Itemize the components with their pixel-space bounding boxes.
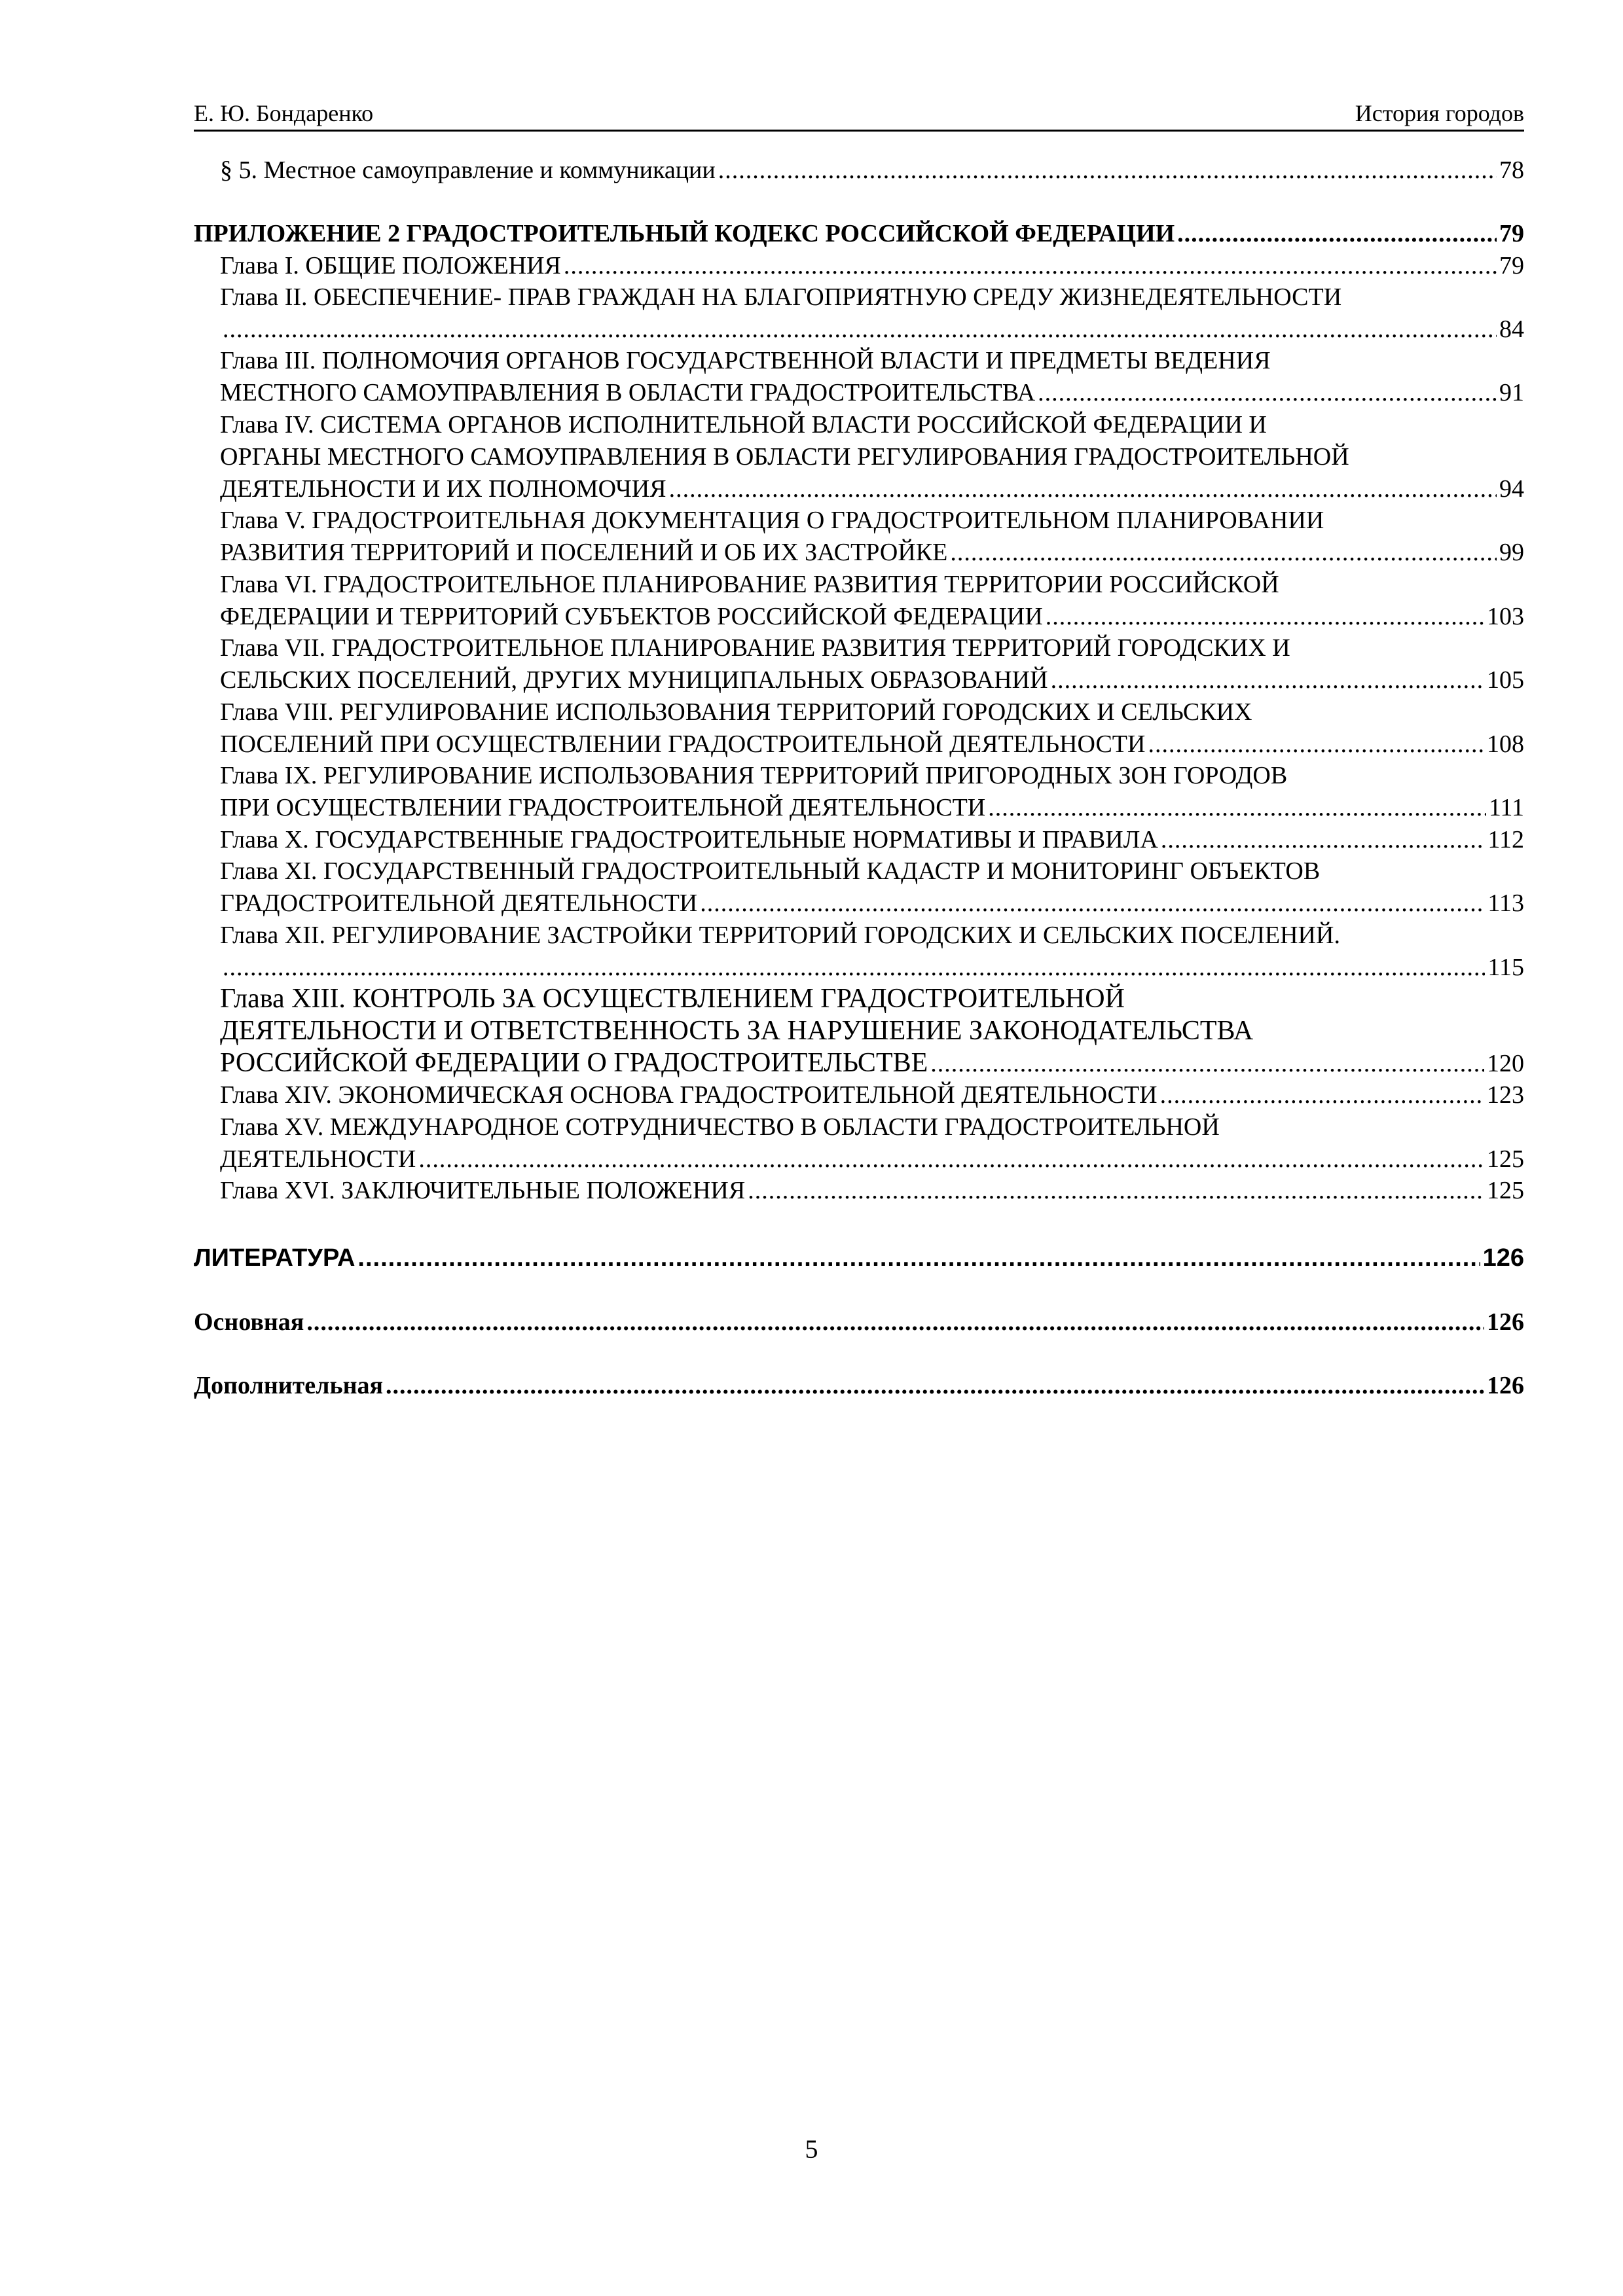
toc-entry-chapter-10[interactable]: Глава X. ГОСУДАРСТВЕННЫЕ ГРАДОСТРОИТЕЛЬНЫЕ НОРМАТИВЫ И ПРАВИЛА ..... 112 — [220, 824, 1524, 856]
toc-page: 126 — [1487, 1372, 1524, 1399]
toc-page: 108 — [1487, 730, 1524, 758]
toc-entry-chapter-11[interactable]: Глава XI. ГОСУДАРСТВЕННЫЙ ГРАДОСТРОИТЕЛЬНЫЙ КАДАСТР И МОНИТОРИНГ ОБЪЕКТОВ ГРАДОСТРОИТЕЛЬНОЙ ДЕЯТЕЛЬНОСТИ ..... 113 — [220, 855, 1524, 920]
toc-page: 91 — [1499, 379, 1524, 406]
toc-entry-chapter-9[interactable]: Глава IX. РЕГУЛИРОВАНИЕ ИСПОЛЬЗОВАНИЯ ТЕРРИТОРИЙ ПРИГОРОДНЫХ ЗОН ГОРОДОВ ПРИ ОСУЩЕСТВЛЕНИИ ГРАДОСТРОИТЕЛЬНОЙ ДЕЯТЕЛЬНОСТИ ..... 111 — [220, 760, 1524, 824]
toc-entry-section-5[interactable]: § 5. Местное самоуправление и коммуникации ..... 78 — [220, 154, 1524, 187]
toc-entry-chapter-1[interactable]: Глава I. ОБЩИЕ ПОЛОЖЕНИЯ ..... 79 — [220, 250, 1524, 282]
toc-entry-chapter-7[interactable]: Глава VII. ГРАДОСТРОИТЕЛЬНОЕ ПЛАНИРОВАНИЕ РАЗВИТИЯ ТЕРРИТОРИЙ ГОРОДСКИХ И СЕЛЬСКИХ ПОСЕЛЕНИЙ, ДРУГИХ МУНИЦИПАЛЬНЫХ ОБРАЗОВАНИЙ ..... 105 — [220, 632, 1524, 696]
toc-page: 120 — [1487, 1050, 1524, 1077]
toc-entry-chapter-15[interactable]: Глава XV. МЕЖДУНАРОДНОЕ СОТРУДНИЧЕСТВО В ОБЛАСТИ ГРАДОСТРОИТЕЛЬНОЙ ДЕЯТЕЛЬНОСТИ ..... 125 — [220, 1111, 1524, 1175]
toc-page: 115 — [1487, 954, 1524, 981]
toc-page: 94 — [1499, 475, 1524, 503]
toc-page: 125 — [1487, 1145, 1524, 1173]
toc-page: 126 — [1487, 1308, 1524, 1336]
toc-page: 125 — [1487, 1177, 1524, 1204]
header-author: Е. Ю. Бондаренко — [194, 100, 374, 126]
toc-entry-chapter-16[interactable]: Глава XVI. ЗАКЛЮЧИТЕЛЬНЫЕ ПОЛОЖЕНИЯ ..... 125 — [220, 1175, 1524, 1207]
toc-page: 111 — [1488, 794, 1524, 821]
toc-entry-chapter-4[interactable]: Глава IV. СИСТЕМА ОРГАНОВ ИСПОЛНИТЕЛЬНОЙ ВЛАСТИ РОССИЙСКОЙ ФЕДЕРАЦИИ И ОРГАНЫ МЕСТНОГО САМОУПРАВЛЕНИЯ В ОБЛАСТИ РЕГУЛИРОВАНИЯ ГРАДОСТРОИТЕЛЬНОЙ ДЕЯТЕЛЬНОСТИ И ИХ ПОЛНОМОЧИЯ ..... 94 — [220, 409, 1524, 505]
toc-page: 79 — [1499, 252, 1524, 279]
toc-entry-additional[interactable]: Дополнительная ..... 126 — [194, 1370, 1524, 1402]
toc-entry-literature[interactable]: ЛИТЕРАТУРА ..... 126 — [194, 1242, 1524, 1274]
toc-page: 126 — [1482, 1244, 1524, 1272]
toc-entry-main[interactable]: Основная ..... 126 — [194, 1306, 1524, 1338]
toc-entry-chapter-2[interactable]: Глава II. ОБЕСПЕЧЕНИЕ- ПРАВ ГРАЖДАН НА БЛАГОПРИЯТНУЮ СРЕДУ ЖИЗНЕДЕЯТЕЛЬНОСТИ ..... 84 — [220, 281, 1524, 346]
toc-entry-chapter-12[interactable]: Глава XII. РЕГУЛИРОВАНИЕ ЗАСТРОЙКИ ТЕРРИТОРИЙ ГОРОДСКИХ И СЕЛЬСКИХ ПОСЕЛЕНИЙ. ..... 115 — [220, 920, 1524, 984]
toc-entry-appendix-2[interactable]: ПРИЛОЖЕНИЕ 2 ГРАДОСТРОИТЕЛЬНЫЙ КОДЕКС РОССИЙСКОЙ ФЕДЕРАЦИИ ..... 79 — [194, 218, 1524, 250]
toc-page: 84 — [1499, 315, 1524, 343]
toc-page: 105 — [1487, 666, 1524, 694]
toc-page: 113 — [1487, 889, 1524, 917]
toc-entry-chapter-13[interactable]: Глава XIII. КОНТРОЛЬ ЗА ОСУЩЕСТВЛЕНИЕМ ГРАДОСТРОИТЕЛЬНОЙ ДЕЯТЕЛЬНОСТИ И ОТВЕТСТВЕННОСТЬ ЗА НАРУШЕНИЕ ЗАКОНОДАТЕЛЬСТВА РОССИЙСКОЙ ФЕДЕРАЦИИ О ГРАДОСТРОИТЕЛЬСТВЕ ..... 120 — [220, 983, 1524, 1080]
toc-page: 79 — [1499, 220, 1524, 247]
header-title: История городов — [1355, 100, 1524, 126]
toc-page: 112 — [1487, 826, 1524, 853]
toc-page: 99 — [1499, 539, 1524, 566]
toc-entry-chapter-14[interactable]: Глава XIV. ЭКОНОМИЧЕСКАЯ ОСНОВА ГРАДОСТРОИТЕЛЬНОЙ ДЕЯТЕЛЬНОСТИ ..... 123 — [220, 1079, 1524, 1111]
toc-page: 123 — [1487, 1081, 1524, 1109]
running-header — [194, 97, 1524, 132]
page-number: 5 — [805, 2134, 818, 2164]
toc-entry-chapter-5[interactable]: Глава V. ГРАДОСТРОИТЕЛЬНАЯ ДОКУМЕНТАЦИЯ О ГРАДОСТРОИТЕЛЬНОМ ПЛАНИРОВАНИИ РАЗВИТИЯ ТЕРРИТОРИЙ И ПОСЕЛЕНИЙ И ОБ ИХ ЗАСТРОЙКЕ ..... 99 — [220, 505, 1524, 569]
toc-entry-chapter-3[interactable]: Глава III. ПОЛНОМОЧИЯ ОРГАНОВ ГОСУДАРСТВЕННОЙ ВЛАСТИ И ПРЕДМЕТЫ ВЕДЕНИЯ МЕСТНОГО САМОУПРАВЛЕНИЯ В ОБЛАСТИ ГРАДОСТРОИТЕЛЬСТВА ..... 91 — [220, 345, 1524, 409]
toc-entry-chapter-6[interactable]: Глава VI. ГРАДОСТРОИТЕЛЬНОЕ ПЛАНИРОВАНИЕ РАЗВИТИЯ ТЕРРИТОРИИ РОССИЙСКОЙ ФЕДЕРАЦИИ И ТЕРРИТОРИЙ СУБЪЕКТОВ РОССИЙСКОЙ ФЕДЕРАЦИИ ..... 103 — [220, 569, 1524, 633]
toc-entry-chapter-8[interactable]: Глава VIII. РЕГУЛИРОВАНИЕ ИСПОЛЬЗОВАНИЯ ТЕРРИТОРИЙ ГОРОДСКИХ И СЕЛЬСКИХ ПОСЕЛЕНИЙ ПРИ ОСУЩЕСТВЛЕНИИ ГРАДОСТРОИТЕЛЬНОЙ ДЕЯТЕЛЬНОСТИ ..... 108 — [220, 696, 1524, 761]
toc-page: 103 — [1487, 603, 1524, 630]
toc-page: 78 — [1499, 156, 1524, 184]
